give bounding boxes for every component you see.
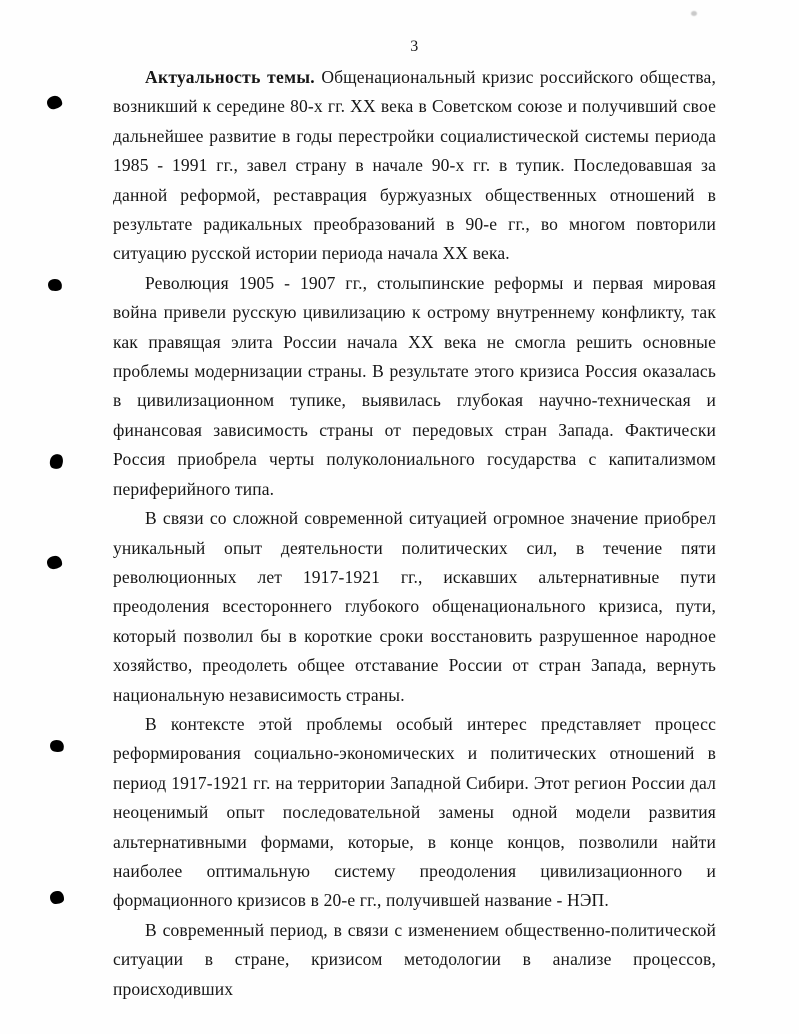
ink-blob	[46, 95, 63, 110]
paragraph-western-siberia: В контексте этой проблемы особый интерес представляет процесс реформирования социально-экономических и политических отношений в период 1917-1921 гг. на территории Западной Сибири. Этот регион России дал неоценимый опыт последовательной замены одной модели развития альтернативными формами, которые, в конце концов, позволили найти наиболее оптимальную систему преодоления цивилизационного и формационного кризисов в 20-е гг., получившей название - НЭП.	[113, 713, 716, 911]
paragraph-unique-experience: В связи со сложной современной ситуацией огромное значение приобрел уникальный опыт деятельности политических сил, в течение пяти революционных лет 1917-1921 гг., искавших альтернативные пути преодоления всестороннего глубокого общенационального кризиса, пути, который позволил бы в короткие сроки восстановить разрушенное народное хозяйство, преодолеть общее отставание России от стран Запада, вернуть национальную независимость страны.	[113, 508, 716, 705]
page-number: 3	[410, 38, 419, 55]
paragraph-topic-relevance	[113, 63, 716, 269]
ink-blob	[46, 555, 62, 569]
paragraph-body: Общенациональный кризис российского общества, возникший к середине 80-х гг. XX века в Советском союзе и получивший свое дальнейшее развитие в годы перестройки социалистической системы периода 1985 - 1991 гг., завел страну в начале 90-х гг. в тупик. Последовавшая за данной реформой, реставрация буржуазных общественных отношений в результате радикальных преобразований в 90-е гг., во многом повторили ситуацию русской истории периода начала XX века.	[113, 67, 716, 264]
ink-blob	[48, 452, 65, 470]
paragraph-modern-period: В современный период, в связи с изменением общественно-политической ситуации в стране, кризисом методологии в анализе процессов, происходивших	[113, 919, 716, 999]
paragraph-lead-bold: Актуальность темы.	[145, 67, 315, 87]
ink-blob	[47, 278, 63, 292]
scan-speck	[691, 11, 697, 16]
text-block	[113, 63, 716, 1004]
ink-blob	[49, 739, 65, 754]
ink-blob	[50, 891, 64, 904]
paragraph-revolution-1905: Революция 1905 - 1907 гг., столыпинские реформы и первая мировая война привели русскую цивилизацию к острому внутреннему конфликту, так как правящая элита России начала XX века не смогла решить основные проблемы модернизации страны. В результате этого кризиса Россия оказалась в цивилизационном тупике, выявилась глубокая научно-техническая и финансовая зависимость страны от передовых стран Запада. Фактически Россия приобрела черты полуколониального государства с капитализмом периферийного типа.	[113, 272, 716, 499]
